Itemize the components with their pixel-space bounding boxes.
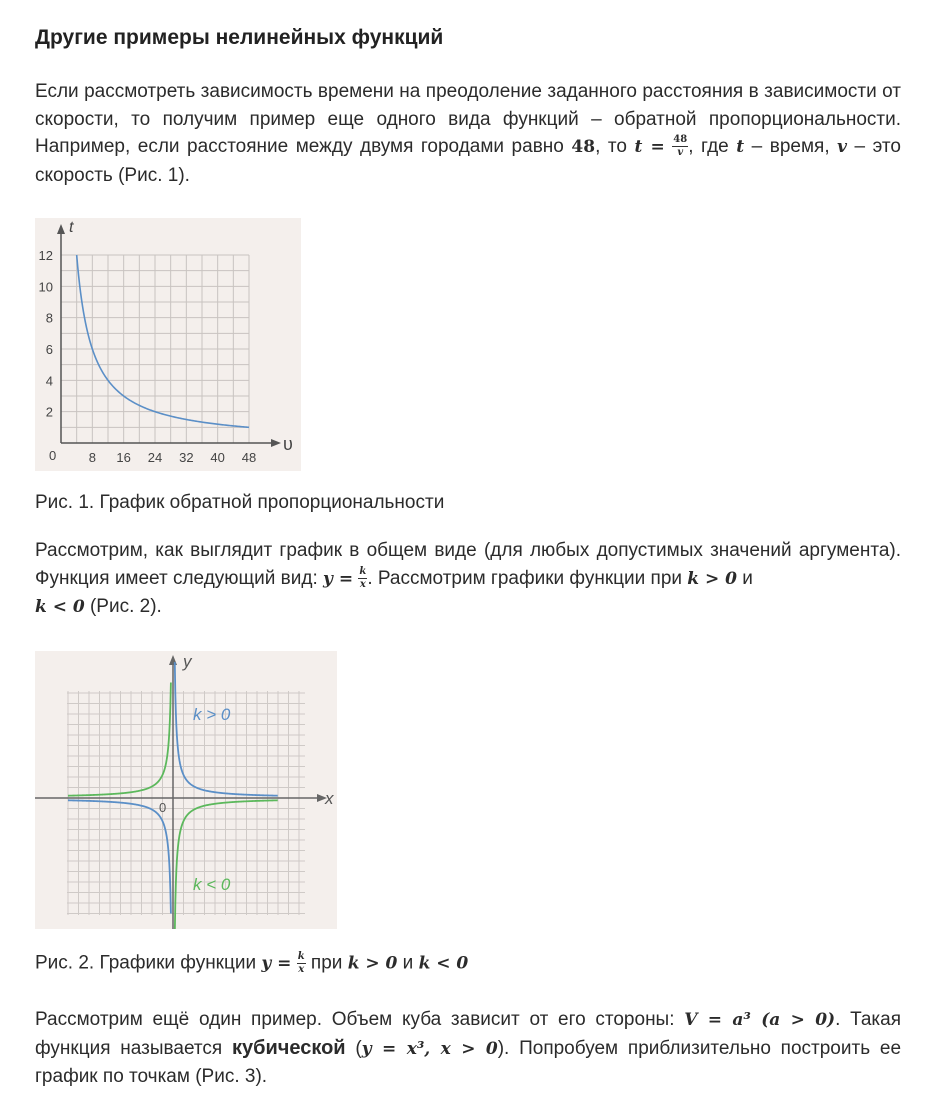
figure-1-x-tick: 16 [116, 450, 131, 465]
figure-2-hyperbolas [35, 651, 337, 929]
formula-cube-volume: V = a³ (a > 0) [684, 1010, 836, 1030]
caption-figure-1: Рис. 1. График обратной пропорциональности [35, 492, 445, 513]
figure-2-x-label: x [325, 789, 334, 808]
caption-fraction: $\frac{k}{x}$ [297, 951, 305, 975]
figure-1-origin: 0 [49, 448, 57, 463]
figure-1-x-tick: 24 [147, 450, 163, 465]
var-v: v [837, 137, 848, 157]
fraction-48-over-v: $\frac{48}{v}$ [673, 134, 688, 159]
figure-1-y-tick: 12 [38, 248, 53, 263]
figure-2-y-label: y [183, 652, 192, 671]
section-heading: Другие примеры нелинейных функций [35, 26, 444, 49]
paragraph-general-form: Рассмотрим, как выглядит график в общем виде (для любых допустимых значений аргумента). Функция имеет следующий вид: y = $\frac{k}{x}$ . Рассмотрим графики функции при k > 0 и k < 0 (Рис. 2). [35, 540, 901, 617]
figure-1-background [35, 218, 301, 471]
distance-value: 48 [571, 137, 596, 157]
figure-1-y-tick: 8 [45, 310, 53, 326]
figure-1-x-tick: 40 [210, 450, 225, 465]
formula-cubic: y = x³, x > 0 [361, 1038, 498, 1059]
figure-1-inverse-graph [35, 218, 301, 471]
figure-1-y-tick: 4 [45, 373, 53, 389]
figure-1-x-tick: 32 [179, 450, 194, 465]
formula-lhs: t = [634, 137, 665, 157]
figure-2-label-neg: k < 0 [193, 875, 231, 894]
figure-1-x-tick: 8 [88, 450, 96, 465]
figure-1-x-label: υ [283, 434, 293, 454]
figure-1-x-tick: 48 [241, 450, 257, 465]
caption-figure-2: Рис. 2. Графики функции y = $\frac{k}{x}$ при k > 0 и k < 0 [35, 951, 469, 975]
var-t: t [736, 137, 745, 157]
figure-1-y-label: t [69, 219, 74, 236]
figure-1-y-tick: 6 [45, 342, 53, 357]
figure-1-y-tick: 10 [38, 279, 53, 295]
figure-2-origin: 0 [159, 800, 167, 815]
fraction-k-over-x: $\frac{k}{x}$ [359, 565, 367, 590]
paragraph-cubic: Рассмотрим ещё один пример. Объем куба зависит от его стороны: V = a³ (a > 0). Такая функция называется кубической (y = x³, x > 0). Попробуем приблизительно построить ее график по точкам (Рис. 3). [35, 1009, 902, 1087]
figure-2-label-pos: k > 0 [193, 705, 231, 724]
figure-1-y-tick: 2 [45, 404, 53, 420]
term-cubic: кубической [231, 1036, 346, 1059]
paragraph-inverse-proportion: Если рассмотреть зависимость времени на преодоление заданного расстояния в зависимости от скорости, то получим пример еще одного вида функций – обратной пропорциональности. Например, если расстояние между двумя городами равно 48, то t = $\frac{48}{v}$ , где t – время, v – это скорость (Рис. 1). [35, 81, 901, 186]
